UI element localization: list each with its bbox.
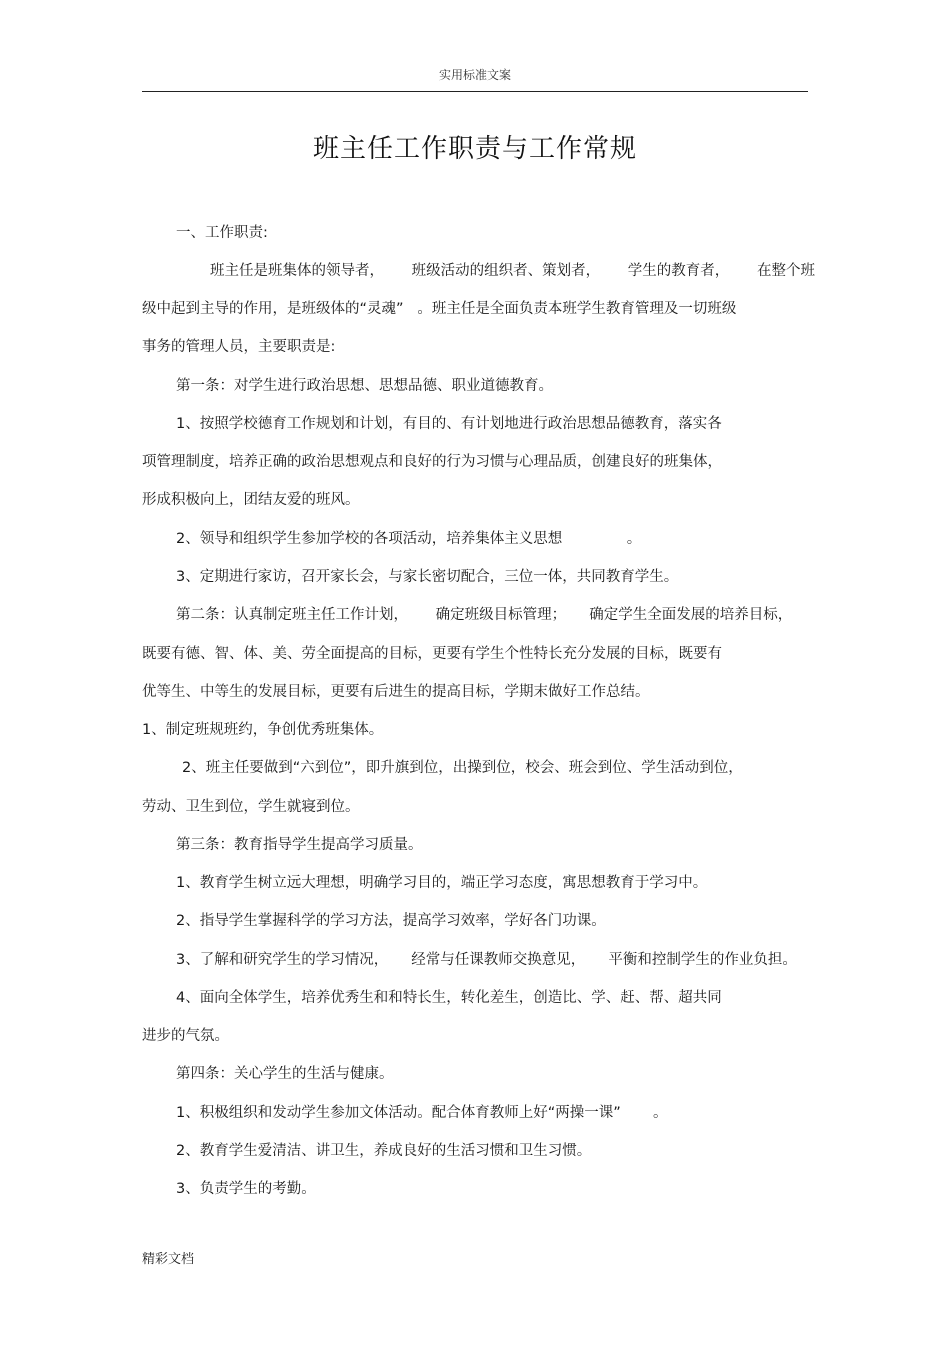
text-line: 2、指导学生掌握科学的学习方法，提高学习效率，学好各门功课。 [176,913,606,929]
text-line: 劳动、卫生到位，学生就寝到位。 [142,799,360,815]
text-line: 事务的管理人员，主要职责是: [142,339,336,355]
text-line: 第四条：关心学生的生活与健康。 [176,1066,394,1082]
text-line: 1、制定班规班约，争创优秀班集体。 [142,722,384,738]
text-line: 既要有德、智、体、美、劳全面提高的目标，更要有学生个性特长充分发展的目标，既要有 [142,646,722,662]
text-line: 一、工作职责: [176,225,268,241]
text-line: 2、领导和组织学生参加学校的各项活动，培养集体主义思想 。 [176,531,642,547]
page-header: 实用标准文案 [438,68,511,82]
text-line: 2、班主任要做到“六到位”，即升旗到位，出操到位，校会、班会到位、学生活动到位， [182,760,743,776]
text-line: 第三条：教育指导学生提高学习质量。 [176,837,423,853]
text-line: 3、定期进行家访，召开家长会，与家长密切配合，三位一体，共同教育学生。 [176,569,679,585]
text-line: 形成积极向上，团结友爱的班风。 [142,492,360,508]
text-line: 4、面向全体学生，培养优秀生和和特长生，转化差生，创造比、学、赶、帮、超共同 [176,990,722,1006]
header-divider [142,91,808,92]
text-line: 进步的气氛。 [142,1028,229,1044]
text-line: 优等生、中等生的发展目标，更要有后进生的提高目标，学期末做好工作总结。 [142,684,650,700]
text-line: 第一条：对学生进行政治思想、思想品德、职业道德教育。 [176,378,553,394]
text-line: 第二条：认真制定班主任工作计划， 确定班级目标管理； 确定学生全面发展的培养目标， [176,607,793,623]
text-line: 1、按照学校德育工作规划和计划，有目的、有计划地进行政治思想品德教育，落实各 [176,416,722,432]
document-title: 班主任工作职责与工作常规 [312,134,637,164]
text-line: 2、教育学生爱清洁、讲卫生，养成良好的生活习惯和卫生习惯。 [176,1143,592,1159]
page-footer: 精彩文档 [142,1252,195,1267]
text-line: 级中起到主导的作用，是班级体的“灵魂” 。班主任是全面负责本班学生教育管理及一切班级 [142,301,737,317]
text-line: 3、了解和研究学生的学习情况， 经常与任课教师交换意见， 平衡和控制学生的作业负担。 [176,952,797,968]
text-line: 班主任是班集体的领导者， 班级活动的组织者、策划者， 学生的教育者， 在整个班 [210,263,815,279]
text-line: 1、积极组织和发动学生参加文体活动。配合体育教师上好“两操一课” 。 [176,1105,668,1121]
text-line: 项管理制度，培养正确的政治思想观点和良好的行为习惯与心理品质，创建良好的班集体， [142,454,722,470]
text-line: 1、教育学生树立远大理想，明确学习目的，端正学习态度，寓思想教育于学习中。 [176,875,708,891]
text-line: 3、负责学生的考勤。 [176,1181,316,1197]
